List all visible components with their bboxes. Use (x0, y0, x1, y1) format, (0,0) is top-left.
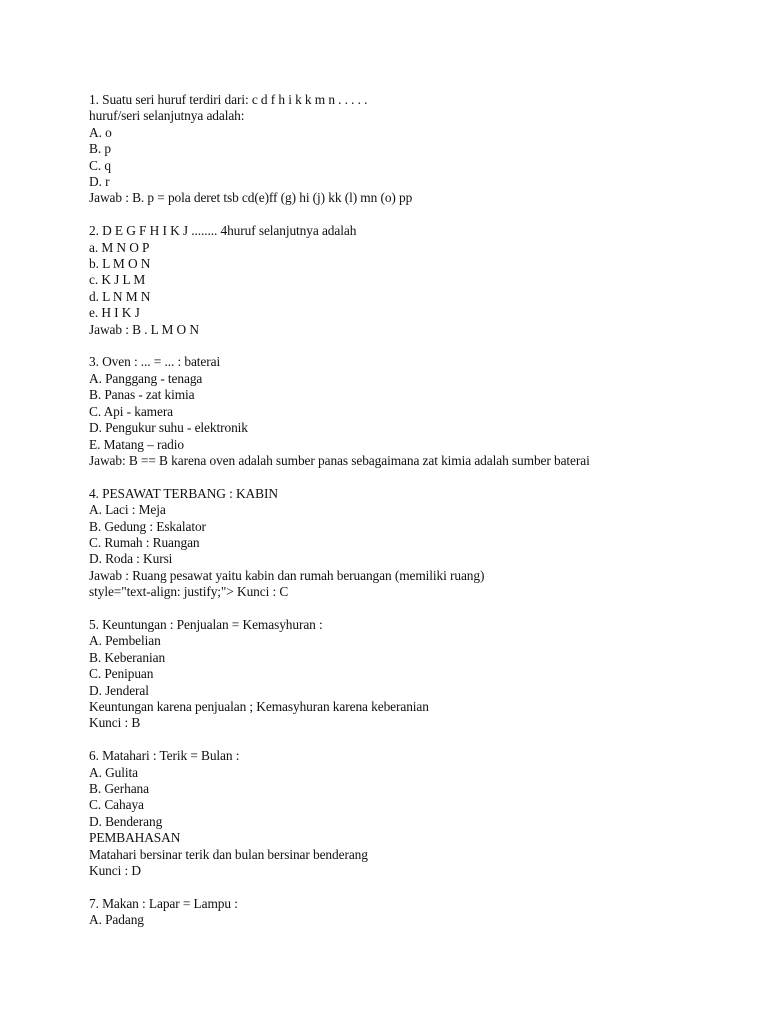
question-3 (89, 354, 749, 469)
question-4-answer: Jawab : Ruang pesawat yaitu kabin dan rumah beruangan (memiliki ruang) (89, 567, 485, 583)
question-6-key: Kunci : D (89, 863, 141, 879)
question-1-option-a: A. o (89, 124, 112, 140)
question-7-prompt: 7. Makan : Lapar = Lampu : (89, 895, 238, 911)
question-2 (89, 223, 749, 338)
question-4-key: style="text-align: justify;"> Kunci : C (89, 584, 289, 600)
question-4-option-b: B. Gedung : Eskalator (89, 518, 206, 534)
question-2-option-d: d. L N M N (89, 288, 151, 304)
question-2-option-a: a. M N O P (89, 239, 150, 255)
question-5-key: Kunci : B (89, 715, 141, 731)
question-5 (89, 617, 749, 732)
question-6-explanation: Matahari bersinar terik dan bulan bersinar benderang (89, 846, 368, 862)
question-3-option-e: E. Matang – radio (89, 436, 184, 452)
question-5-prompt: 5. Keuntungan : Penjualan = Kemasyhuran : (89, 616, 323, 632)
question-3-option-d: D. Pengukur suhu - elektronik (89, 420, 248, 436)
question-7 (89, 896, 749, 929)
question-6-discussion-heading: PEMBAHASAN (89, 830, 181, 846)
question-6-option-b: B. Gerhana (89, 780, 149, 796)
document-page (89, 92, 749, 945)
question-6-option-a: A. Gulita (89, 764, 138, 780)
question-6-option-d: D. Benderang (89, 813, 163, 829)
question-1-prompt-cont: huruf/seri selanjutnya adalah: (89, 108, 245, 124)
question-1-answer: Jawab : B. p = pola deret tsb cd(e)ff (g) hi (j) kk (l) mn (o) pp (89, 190, 413, 206)
question-1-prompt: 1. Suatu seri huruf terdiri dari: c d f h i k k m n . . . . . (89, 92, 368, 107)
question-6 (89, 748, 749, 879)
question-6-prompt: 6. Matahari : Terik = Bulan : (89, 748, 240, 764)
question-7-option-a: A. Padang (89, 912, 144, 928)
question-1-option-d: D. r (89, 174, 110, 190)
question-3-prompt: 3. Oven : ... = ... : baterai (89, 354, 221, 370)
question-4-option-d: D. Roda : Kursi (89, 551, 173, 567)
question-1-option-b: B. p (89, 141, 111, 157)
question-6-option-c: C. Cahaya (89, 797, 144, 813)
question-4-option-a: A. Laci : Meja (89, 502, 166, 518)
question-3-option-a: A. Panggang - tenaga (89, 370, 203, 386)
question-2-option-b: b. L M O N (89, 256, 151, 272)
question-4-option-c: C. Rumah : Ruangan (89, 534, 200, 550)
question-5-option-a: A. Pembelian (89, 633, 161, 649)
question-5-explanation: Keuntungan karena penjualan ; Kemasyhuran karena keberanian (89, 698, 429, 714)
question-5-option-b: B. Keberanian (89, 649, 166, 665)
question-3-option-c: C. Api - kamera (89, 403, 174, 419)
question-3-option-b: B. Panas - zat kimia (89, 387, 195, 403)
question-2-prompt: 2. D E G F H I K J ........ 4huruf selanjutnya adalah (89, 223, 357, 239)
question-1 (89, 92, 749, 207)
question-4-prompt: 4. PESAWAT TERBANG : KABIN (89, 485, 278, 501)
question-1-option-c: C. q (89, 157, 111, 173)
question-2-answer: Jawab : B . L M O N (89, 321, 199, 337)
question-5-option-d: D. Jenderal (89, 682, 149, 698)
question-2-option-e: e. H I K J (89, 305, 140, 321)
question-3-answer: Jawab: B == B karena oven adalah sumber panas sebagaimana zat kimia adalah sumber baterai (89, 452, 590, 468)
question-2-option-c: c. K J L M (89, 272, 146, 288)
question-5-option-c: C. Penipuan (89, 666, 154, 682)
question-4 (89, 486, 749, 601)
